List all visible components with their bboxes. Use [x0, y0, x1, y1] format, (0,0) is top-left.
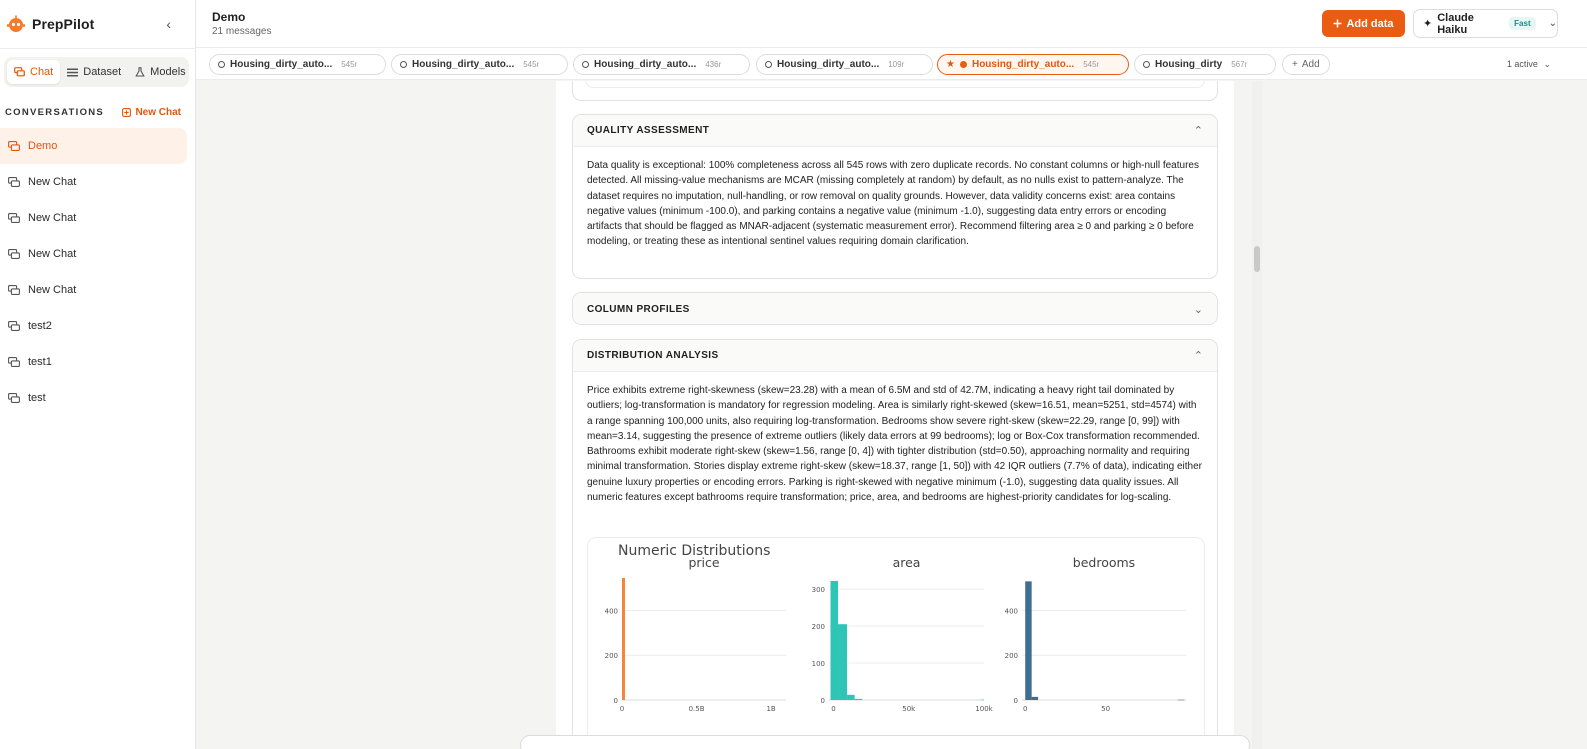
sidebar-divider: [0, 48, 195, 49]
histogram-bar: [847, 695, 855, 700]
model-name: Claude Haiku: [1437, 11, 1474, 36]
tab-rows: 545r: [1083, 60, 1100, 69]
y-tick-label: 200: [1004, 652, 1018, 661]
top-bar: [196, 0, 1587, 48]
conversations-label: CONVERSATIONS: [5, 107, 105, 118]
nav-chat-label: Chat: [30, 66, 54, 78]
sparkle-icon: ✦: [1423, 18, 1433, 30]
y-tick-label: 100: [811, 660, 825, 669]
distribution-analysis-header[interactable]: [573, 340, 1217, 372]
new-chat-button[interactable]: [122, 107, 181, 118]
nav-dataset-label: Dataset: [83, 66, 122, 78]
conversation-title: Demo: [28, 140, 58, 152]
plus-square-icon: [122, 108, 131, 117]
chat-icon: [8, 249, 20, 259]
conversation-item[interactable]: [0, 308, 187, 344]
conversation-title: test1: [28, 356, 52, 368]
add-tab-label: Add: [1301, 59, 1320, 70]
add-tab-button[interactable]: [1282, 54, 1330, 75]
chat-icon: [14, 67, 25, 77]
circle-icon: [765, 61, 772, 68]
section-title: COLUMN PROFILES: [587, 303, 690, 315]
x-tick-label: 100k: [975, 705, 993, 713]
chart-title: Numeric Distributions: [618, 543, 771, 559]
nav-models-label: Models: [150, 66, 186, 78]
conversation-title: New Chat: [28, 176, 77, 188]
histogram-bar: [831, 581, 839, 700]
y-tick-label: 400: [604, 607, 618, 616]
chat-icon: [8, 141, 20, 151]
histogram-bar: [1178, 700, 1184, 701]
active-count-dropdown[interactable]: [1507, 59, 1551, 70]
column-profiles-header[interactable]: [573, 293, 1217, 325]
dataset-tab[interactable]: [1134, 54, 1276, 75]
chevron-down-icon: ⌄: [1548, 18, 1557, 29]
app-name: PrepPilot: [32, 16, 95, 32]
star-icon: ★: [946, 59, 955, 70]
subplot-title: bedrooms: [1072, 555, 1136, 570]
nav-chat[interactable]: [7, 60, 60, 84]
histogram-bar: [622, 578, 625, 700]
page-title: Demo: [212, 10, 246, 24]
chat-icon: [8, 177, 20, 187]
y-tick-label: 0: [1013, 697, 1018, 705]
quality-assessment-text: Data quality is exceptional: 100% completeness across all 545 rows with zero duplicate records. No constant columns or high-null features detected. All missing-value mechanisms are MCAR (missing completely at random) by default, as no nulls exist to pattern-analyze. The dataset requires no imputation, null-handling, or row removal on quality grounds. However, data validity concerns exist: area contains negative values (minimum -100.0), and parking contains a negative value (minimum -1.0), suggesting data entry errors or encoding artifacts that should be flagged as MNAR-adjacent (systematic measurement error). Recommend filtering area ≥ 0 and parking ≥ 0 before modeling, or treating these as intentional sentinel values requiring domain clarification.: [587, 160, 1199, 248]
tab-label: Housing_dirty_auto...: [971, 59, 1075, 70]
chevron-up-icon: ⌃: [1193, 125, 1203, 137]
section-title: DISTRIBUTION ANALYSIS: [587, 350, 719, 361]
flask-icon: [135, 67, 145, 77]
conversation-title: New Chat: [28, 212, 77, 224]
conversation-item[interactable]: [0, 344, 187, 380]
dataset-tab[interactable]: [756, 54, 933, 75]
circle-icon: [582, 61, 589, 68]
conversation-list: [0, 128, 195, 416]
subplot-title: price: [688, 555, 720, 570]
circle-icon: [400, 61, 407, 68]
subplot-title: area: [892, 555, 921, 570]
sidebar-nav: [4, 57, 189, 87]
distribution-chart-svg: [588, 538, 1205, 749]
conversation-item[interactable]: [0, 128, 187, 164]
tab-rows: 436r: [705, 60, 722, 69]
conversation-item[interactable]: [0, 200, 187, 236]
tab-rows: 109r: [888, 60, 905, 69]
dataset-tabs: [196, 48, 1587, 80]
quality-assessment-card: [572, 114, 1218, 279]
chevron-down-icon: ⌄: [1543, 59, 1551, 69]
chat-icon: [8, 321, 20, 331]
quality-assessment-header[interactable]: [573, 115, 1217, 147]
tab-label: Housing_dirty_auto...: [230, 59, 333, 70]
nav-dataset[interactable]: [60, 60, 128, 84]
conversation-item[interactable]: [0, 380, 187, 416]
scrollbar[interactable]: [1252, 81, 1262, 749]
tab-label: Housing_dirty_auto...: [777, 59, 880, 70]
conversation-title: New Chat: [28, 284, 77, 296]
chat-input-edge[interactable]: [520, 735, 1250, 749]
add-data-button[interactable]: [1322, 10, 1405, 37]
plus-icon: +: [1292, 59, 1298, 70]
active-count-label: 1 active: [1506, 59, 1538, 69]
brand: [0, 0, 195, 48]
x-tick-label: 0.5B: [688, 705, 705, 713]
conversation-item[interactable]: [0, 236, 187, 272]
dataset-tab[interactable]: [573, 54, 750, 75]
histogram-bar: [838, 624, 847, 700]
dataset-tab[interactable]: [209, 54, 386, 75]
tab-label: Housing_dirty_auto...: [594, 59, 697, 70]
histogram-bar: [1025, 581, 1031, 700]
robot-logo-icon: [6, 14, 26, 34]
y-tick-label: 0: [613, 697, 618, 705]
new-chat-label: New Chat: [135, 107, 181, 118]
y-tick-label: 200: [604, 652, 618, 661]
y-tick-label: 200: [811, 623, 825, 632]
dataset-tab[interactable]: [391, 54, 568, 75]
tab-rows: 545r: [341, 60, 358, 69]
model-selector[interactable]: [1413, 9, 1558, 38]
add-data-label: Add data: [1346, 17, 1394, 30]
circle-icon: [960, 61, 967, 68]
tab-label: Housing_dirty_auto...: [412, 59, 515, 70]
chat-icon: [8, 357, 20, 367]
y-tick-label: 400: [1004, 607, 1018, 616]
y-tick-label: 300: [811, 586, 825, 595]
conversation-item[interactable]: [0, 272, 187, 308]
tab-label: Housing_dirty: [1155, 59, 1223, 70]
list-icon: [67, 68, 78, 77]
chevron-up-icon: ⌃: [1193, 350, 1203, 362]
section-title: QUALITY ASSESSMENT: [587, 125, 710, 136]
conversation-item[interactable]: [0, 164, 187, 200]
distribution-analysis-text: Price exhibits extreme right-skewness (skew=23.28) with a mean of 6.5M and std of 42.7M, indicating a heavy right tail dominated by outliers; log-transformation is mandatory for regression modeling. Area is similarly right-skewed (skew=16.51, mean=5251, std=4574) with a range spanning 100,000 units, also requiring log-transformation. Bedrooms show severe right-skew (skew=22.29, range [0, 99]) with mean=3.14, suggesting the presence of extreme outliers (likely data errors at 99 bedrooms); log or Box-Cox transformation recommended. Bathrooms exhibit moderate right-skew (skew=1.56, range [0, 4]) with tighter distribution (std=0.50), approaching normality and requiring minimal transformation. Stories display extreme right-skew (skew=18.37, range [1, 50]) with 42 IQR outliers (7.7% of data), indicating either genuine luxury properties or encoding errors. Parking is right-skewed with negative minimum (-1.0), suggesting data quality issues. All numeric features except bathrooms require transformation; price, area, and bedrooms are highest-priority candidates for log-scaling.: [587, 385, 1202, 504]
chevron-down-icon: ⌄: [1193, 303, 1203, 316]
conversation-title: test: [28, 392, 46, 404]
y-tick-label: 0: [820, 697, 825, 705]
numeric-distributions-chart: [587, 537, 1205, 749]
conversation-title: New Chat: [28, 248, 77, 260]
chat-icon: [8, 213, 20, 223]
x-tick-label: 1B: [766, 705, 776, 713]
x-tick-label: 0: [831, 705, 836, 713]
collapse-sidebar-icon[interactable]: ‹: [166, 16, 171, 32]
previous-inner-box: [585, 81, 1205, 88]
histogram-bar: [1032, 697, 1038, 700]
circle-icon: [1143, 61, 1150, 68]
histogram-bar: [855, 699, 863, 700]
chat-icon: [8, 393, 20, 403]
histogram-bar: [981, 700, 984, 701]
chat-icon: [8, 285, 20, 295]
x-tick-label: 0: [619, 705, 625, 713]
message-count: 21 messages: [212, 26, 272, 37]
message-column: [556, 81, 1234, 749]
sidebar: [0, 0, 196, 749]
x-tick-label: 0: [1022, 705, 1028, 713]
circle-icon: [218, 61, 225, 68]
tab-rows: 567r: [1231, 60, 1248, 69]
scrollbar-thumb[interactable]: [1254, 246, 1260, 272]
previous-section-card: [572, 81, 1218, 101]
nav-models[interactable]: [128, 60, 192, 84]
x-tick-label: 50: [1101, 705, 1111, 713]
conversations-header: [0, 107, 195, 118]
plus-icon: [1333, 19, 1342, 28]
conversation-title: test2: [28, 320, 52, 332]
main-content: [196, 81, 1587, 749]
dataset-tab-active[interactable]: [937, 54, 1129, 75]
distribution-analysis-card: [572, 339, 1218, 749]
tab-rows: 545r: [523, 60, 540, 69]
x-tick-label: 50k: [902, 705, 916, 713]
column-profiles-card: [572, 292, 1218, 325]
model-badge: Fast: [1509, 17, 1535, 30]
